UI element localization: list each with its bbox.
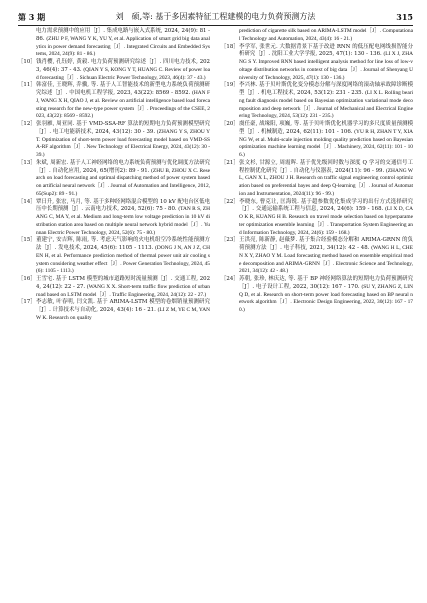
reference-text-en: (LI Z M, YE C M, YAN W K. Research on quality <box>36 307 210 321</box>
reference-number: ［18］ <box>221 43 239 50</box>
reference-entry <box>221 160 413 199</box>
reference-text-zh: 韩富佳, 王晓辉, 乔骥, 等. 基于人工智能技术的新型电力系统负荷预测研究综述［J］. 中国电机工程学报, 2023, 43(22): 8569 - 8592. <box>36 82 210 96</box>
reference-text-zh: 王雪宅. 基于 LSTM 模型的城市道路短时流量预测［J］. 交通工程, 2024, 24(12): 22 - 27. <box>36 276 210 290</box>
reference-text-zh: 李兴林. 基于贝叶斯优化变分模态分解与深度网络的滚动轴承故障诊断模型［J］. 机电工程技术, 2024, 53(12): 231 - 235. <box>239 82 413 96</box>
reference-entry <box>221 199 413 238</box>
reference-text-en: (TAN R S, ZHANG C, MA Y, et al. Medium and long-term low voltage prediction in 10 kV distribution station area based on multiple neural network hybrid model［J］. Yunnan Electric Power Technology, 2024, 52(6): 75 - 80.) <box>36 206 210 236</box>
reference-column-right <box>221 28 413 315</box>
reference-number: ［10］ <box>18 59 36 65</box>
header-rule <box>18 25 413 26</box>
reference-continuation <box>221 28 413 44</box>
reference-text-en: (ZHU P F, WANG Y K, YU Y, et al. Application of smart grid big data analytics in power demand forecasting［J］. Integrated Circuits and Embedded Systems, 2024, 24(9): 81 - 86.) <box>36 35 211 58</box>
reference-number: ［15］ <box>18 237 36 244</box>
reference-entry <box>221 276 413 315</box>
reference-entry <box>18 82 210 121</box>
reference-number: ［22］ <box>221 198 239 205</box>
reference-text-zh: 张文杉, 甘源立, 周霞晖. 基于优先级回时数与深度 Q 学习的交通信号工程控制优化研究［J］. 自动化与仪器表, 2024(11): 96 - 99. <box>239 159 413 174</box>
issue-number: 第 3 期 <box>18 12 46 22</box>
reference-entry <box>18 299 210 322</box>
reference-text-en: (LI X D, CAO K R, KUANG H B. Research on travel mode selection based on hyperparameter optimization ensemble learning［J］. Transportation System Engineering and Information Technology, 2024, 24(6): 159 - 168.) <box>239 206 413 236</box>
reference-text-en: (ZHU B, ZHOU X C. Research on load forecasting and optimal dispatching method of power system based on artificial neural network［J］. Journal of Automation and Intelligence, 2012, 65(Sup2): 89 - 91.) <box>36 167 210 197</box>
reference-text-zh: 朱斌, 周新宏. 基于人工神经网络的电力系统负荷预测与优化调度方法研究［J］. 自动化应用, 2024, 65(增刊2): 89 - 91. <box>36 159 210 174</box>
reference-text-en: (DONG J N, AN J Z, CHEN H, et al. Performance prediction method of thermal power unit air cooling system considering weather effect［J］. Power Generation Technology, 2024, 45(6): 1105 - 1113.) <box>36 245 210 275</box>
reference-number: ［20］ <box>221 121 239 127</box>
reference-entry <box>18 237 210 276</box>
reference-entry <box>221 237 413 276</box>
reference-number: ［14］ <box>18 198 36 205</box>
reference-text-zh: 王洪亮, 陈新静, 赵薇梦. 基于集合经验模态分解和 ARIMA-GRNN 的负荷预测方法［J］. 电子科技, 2021, 34(12): 42 - 48. <box>239 237 413 251</box>
reference-text-en: (SU Y, ZHANG Z, LIN Q D, et al. Research on short-term power load forecasting based on BP neural network algorithm［J］. Electronic Design Engineering, 2022, 30(12): 167 - 170.) <box>239 283 413 313</box>
reference-text-zh: 李志敏, 叶春明, 闫文凯. 基于 ARIMA-LSTM 模型的卷烟销量预测研究［J］. 计算技术与自动化, 2024, 43(4): 16 - 21. <box>36 299 210 313</box>
reference-number: ［23］ <box>221 237 239 244</box>
reference-text-en: prediction of cigarette silk based on ARIMA-LSTM model［J］. Computational Technology and Automation, 2024, 43(4): 16 - 21.) <box>239 28 413 42</box>
reference-text-zh: 虞任豪, 战缘阳, 项巍, 等. 基于贝叶斯优化机器学习的多尺度质量预测模型［J］. 机械制造, 2024, 62(11): 101 - 106. <box>239 121 413 135</box>
reference-number: ［13］ <box>18 159 36 166</box>
reference-continuation <box>18 28 210 59</box>
reference-number: ［19］ <box>221 82 239 89</box>
reference-text-en: (ZHANG Y S, ZHOU Y T. Optimization of short-term power load forecasting model based on VMD-SSA-RF algorithm［J］. New Technology of Electrical Energy, 2024, 43(12): 30 - 39.) <box>36 128 210 158</box>
reference-number: ［16］ <box>18 276 36 282</box>
reference-text-zh: 张羽雁, 周亚同. 基于 VMD-SSA-RF 算法的短期电力负荷预测模型研究［J］. 电工电能新技术, 2024, 43(12): 30 - 39. <box>36 121 210 135</box>
reference-text-zh: 电力需求预测中的应用［J］. 集成电路与嵌入式系统, 2024, 24(9): 81 - 86. <box>36 28 210 42</box>
reference-text-en: (WANG X X. Short-term traffic flow prediction of urban road based on LSTM model［J］. Traffic Engineering, 2024, 24(12): 22 - 27.) <box>36 283 210 298</box>
reference-text-zh: 覃日升, 张宏, 马月, 等. 基于多种经网络混合模型的 10 kV 配电台区低电压中长期预测［J］. 云南电力技术, 2024, 52(6): 75 - 80. <box>36 198 210 213</box>
reference-number: ［24］ <box>221 276 239 282</box>
reference-number: ［21］ <box>221 159 239 166</box>
reference-text-zh: 李学军, 张世元. 大数据背景下基于改进 RNN 的低压配电网线损智能分析研究［J］. 沈阳工业大学学报, 2025, 47(1): 130 - 136. <box>239 43 413 58</box>
reference-entry <box>18 276 210 299</box>
reference-number: ［17］ <box>18 299 36 306</box>
reference-column-left <box>18 28 210 323</box>
reference-text-en: (ZHANG W L, GAN X L, ZHOU J H. Research on traffic signal engineering control optimization based on preferential bayes and deep Q-learning［J］. Journal of Automation and Instrumentation, 2024(11): 96 - 99.) <box>239 167 414 197</box>
reference-text-zh: 李晓东, 曹克让, 匡海锐. 基于超参数优化集成学习的出行方式选择研究［J］. 交通运输系统工程与信息, 2024, 24(6): 159 - 168. <box>239 198 413 213</box>
reference-entry <box>221 82 413 121</box>
reference-text-en: (WANG H L, CHEN X Y, ZHAO Y M. Load forecasting method based on ensemble empirical mode decomposition and ARIMA-GRNN［J］. Electronic Science and Technology, 2021, 34(12): 42 - 48.) <box>239 245 413 275</box>
reference-entry <box>221 44 413 83</box>
reference-entry <box>18 59 210 82</box>
running-title: 刘 硕,等: 基于多因素特征工程建模的电力负荷预测方法 <box>115 12 316 21</box>
reference-text-zh: 苏朝, 张珍, 林庆达, 等. 基于 BP 神经网络算法的短期电力负荷预测研究［J］. 电子设计工程, 2022, 30(12): 167 - 170. <box>239 276 413 290</box>
reference-entry <box>221 121 413 160</box>
reference-text-en: (YU R H, ZHAN T Y, XIANG W, et al. Multi-scale injection molding quality prediction based on Bayesian optimization machine learning model［J］. Machinery, 2024, 62(11): 101 - 106.) <box>239 128 414 158</box>
reference-number: ［12］ <box>18 121 36 127</box>
reference-text-en: (QIAN Y S, KONG Y T, HUANG C. Review of power load forecasting［J］. Sichuan Electric Power Technology, 2023, 46(4): 37 - 43.) <box>36 66 211 81</box>
reference-text-en: (HAN F J, WANG X H, QIAO J, et al. Review on artificial intelligence based load forecasting research for the new-type power system［J］. Proceedings of the CSEE, 2023, 43(22): 8569 - 8592.) <box>36 90 211 120</box>
reference-entry <box>18 199 210 238</box>
reference-entry <box>18 160 210 199</box>
running-header <box>18 10 413 24</box>
reference-text-en: (LI X L. Rolling bearing fault diagnosis model based on Bayesian optimization variational mode decomposition and deep network［J］. Journal of Mechanical and Electrical Engineering Technology, 2024, 53(12): 231 - 235.) <box>239 90 414 120</box>
page-number: 315 <box>396 12 413 22</box>
reference-text-zh: 钱肖樱, 孔钰婷, 黄毅. 电力负荷预测研究综述［J］. 四川电力技术, 2023, 46(4): 37 - 43. <box>36 59 210 73</box>
reference-entry <box>18 121 210 160</box>
reference-number: ［11］ <box>18 82 36 89</box>
reference-text-en: (LI X J, ZHANG S Y. Improved RNN based intelligent analysis method for line loss of low-voltage distribution networks in context of big data［J］. Journal of Shenyang University of Technology, 2025, 47(1): 130 - 136.) <box>239 51 413 81</box>
reference-text-zh: 董建宁, 安吉辉, 陈雨, 等. 考虑天气影响的火电机组空冷系统性能预测方法［J］. 发电技术, 2024, 45(6): 1105 - 1113. <box>36 237 210 251</box>
